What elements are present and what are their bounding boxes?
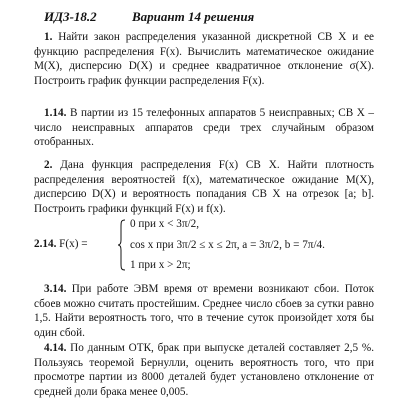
task-2-number: 2.: [44, 159, 53, 171]
task-2-14-lead: [34, 238, 88, 250]
task-3-14: [34, 282, 374, 340]
header: [44, 9, 255, 25]
task-1-number: 1.: [44, 31, 53, 43]
piecewise-case-2: cos x при 3π/2 ≤ x ≤ 2π, a = 3π/2, b = 7π/4.: [130, 239, 325, 251]
task-1-14-number: 1.14.: [44, 107, 67, 119]
task-1: [34, 30, 374, 88]
task-3-14-text: При работе ЭВМ время от времени возникают сбои. Поток сбоев можно считать простейшим. Среднее число сбоев за сутки равно 1,5. Найти вероятность того, что в течение суток произойдет хотя бы один сбой.: [34, 283, 374, 339]
task-1-text: Найти закон распределения указанной дискретной СВ X и ее функцию распределения F(x). Вычислить математическое ожидание M(X), дисперсию D(X) и среднее квадратичное отклонение σ(X). Построить график функции распределения F(x).: [34, 31, 374, 87]
piecewise-lhs: F(x) =: [59, 238, 88, 250]
piecewise-case-3: 1 при x > 2π;: [130, 259, 191, 271]
task-2: [34, 158, 374, 216]
task-1-14-text: В партии из 15 телефонных аппаратов 5 неисправных; СВ X – число неисправных аппаратов среди трех случайным образом отобранных.: [34, 107, 375, 149]
task-2-text: Дана функция распределения F(x) СВ X. Найти плотность распределения вероятностей f(x), математическое ожидание M(X), дисперсию D(X) и вероятность попадания СВ X на отрезок [a; b]. Построить графики функций F(x) и f(x).: [34, 159, 374, 215]
piecewise-case-1: 0 при x < 3π/2,: [130, 218, 199, 230]
task-4-14-text: По данным ОТК, брак при выпуске деталей составляет 2,5 %. Пользуясь теоремой Бернулли, оценить вероятность того, что при просмотре партии из 8000 деталей будет установлено отклонение от средней доли брака менее 0,005.: [34, 342, 374, 398]
task-4-14-number: 4.14.: [44, 342, 67, 354]
task-1-14: [34, 106, 374, 150]
task-2-14-number: 2.14.: [34, 238, 57, 250]
task-3-14-number: 3.14.: [44, 283, 67, 295]
variant-label: Вариант 14 решения: [132, 9, 255, 24]
left-brace-icon: [118, 219, 126, 271]
assignment-title: ИДЗ-18.2: [44, 9, 97, 24]
task-2-14: [34, 217, 384, 275]
task-4-14: [34, 341, 374, 399]
